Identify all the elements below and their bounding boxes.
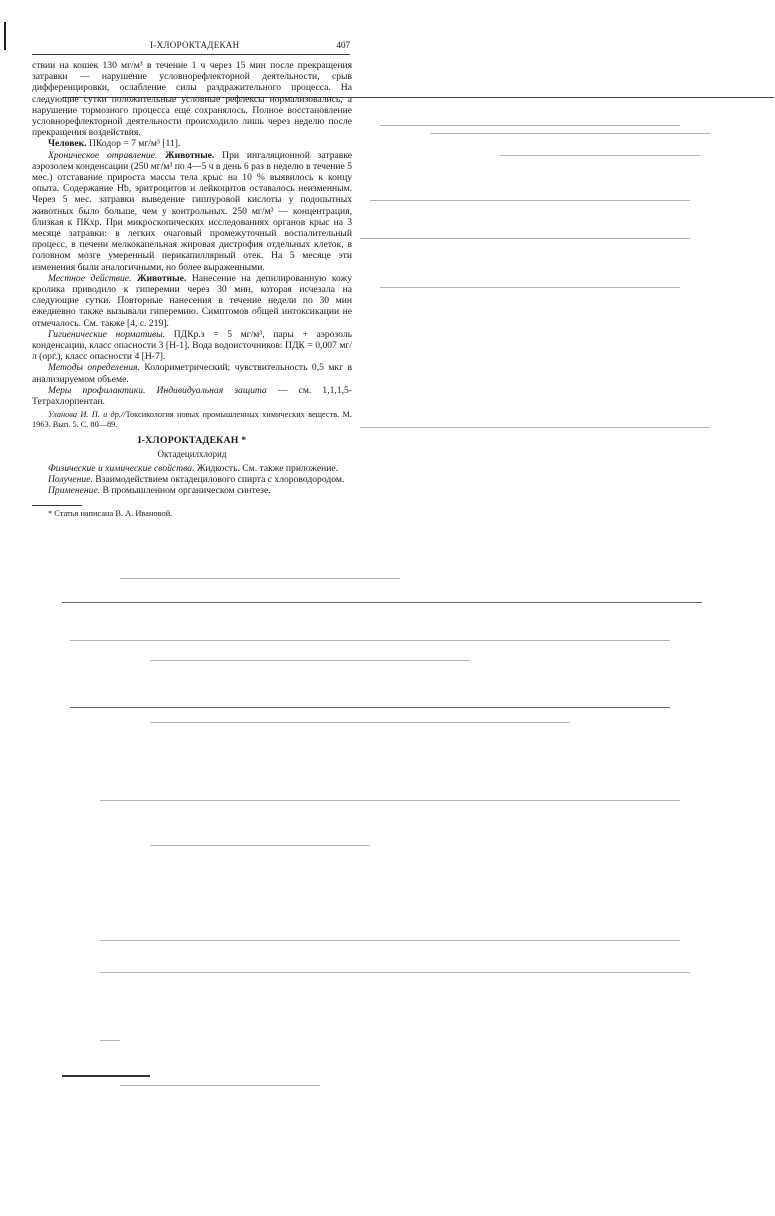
chronic-label: Хроническое отравление. (48, 149, 158, 161)
paragraph-hygiene-norms (32, 329, 352, 363)
reference (32, 410, 352, 429)
properties-text: Жидкость. См. также приложение. (196, 462, 339, 474)
paragraph-chronic-poisoning (32, 150, 352, 273)
chronic-animals-label: Животные. (165, 149, 215, 161)
scan-artifact-dash (100, 940, 680, 941)
scan-artifact-dash (370, 200, 690, 201)
paragraph-application (32, 485, 352, 496)
paragraph-human (32, 138, 352, 149)
methods-label: Методы определения. (48, 362, 140, 374)
hygiene-text: ПДКр.з = 5 мг/м³, пары + аэрозоль конденсации, класс опасности 3 [Н-1]. Вода водоисточников: ПДК = 0,007 мг/л (орг.), класс опасности 4 [Н-7]. (32, 328, 352, 363)
reference-text: Токсикология новых промышленных химических веществ. М. 1963. Вып. 5. С. 80—89. (32, 410, 352, 429)
section-title: I-ХЛОРОКТАДЕКАН * (137, 435, 247, 447)
hygiene-label: Гигиенические нормативы. (48, 328, 166, 340)
prevention-label: Меры профилактики. Индивидуальная защита (48, 384, 267, 396)
human-text: ПКодор = 7 мг/м³ [11]. (89, 138, 181, 150)
application-text: В промышленном органическом синтезе. (102, 485, 271, 497)
scan-artifact-dash (500, 155, 700, 156)
scan-artifact-rule (62, 1075, 150, 1077)
reference-authors: Уланова И. П. и др.// (48, 410, 126, 420)
local-action-text: Нанесение на депилированную кожу кролика приводило к гиперемии через 30 мин, которая исчезала на следующие сутки. Повторные нанесения в течение недели по 30 мин ежедневно также вызывали гиперемию. Симптомов общей интоксикации не отмечалось. См. также [4, с. 219]. (32, 272, 353, 329)
local-animals-label: Животные. (137, 272, 187, 284)
scan-artifact-dash (70, 707, 670, 708)
scan-artifact-dash (100, 800, 680, 801)
local-action-label: Местное действие. (48, 272, 132, 284)
paragraph-preparation (32, 474, 352, 485)
prevention-text: — см. 1,1,1,5-Тетрахлорпентан. (32, 384, 352, 408)
page-header (32, 40, 350, 52)
preparation-label: Получение. (48, 474, 93, 486)
running-title: I-ХЛОРОКТАДЕКАН (150, 40, 240, 50)
footnote-rule (32, 505, 82, 506)
scan-artifact-dash (70, 640, 670, 641)
paragraph-prevention (32, 385, 352, 407)
scan-artifact-dash (150, 845, 370, 846)
header-rule (32, 54, 350, 55)
paragraph-properties (32, 463, 352, 474)
scan-artifact-dash (150, 722, 570, 723)
scan-artifact-dash (120, 1085, 320, 1086)
paragraph-continuation: ствии на кошек 130 мг/м³ в течение 1 ч через 15 мин после прекращения затравки — нарушение условнорефлекторной деятельности, срыв дифференцировки, ослабление силы раздражительного процесса. На следующие сутки положительные условные рефлексы нормализовались, а нарушение тормозного процесса еще сохранялось. Полное восстановление условнорефлекторной деятельности происходило лишь через неделю после прекращения воздействия. (32, 60, 352, 139)
scan-artifact-dash (100, 1040, 120, 1041)
methods-text: Колориметрический; чувствительность 0,5 мкг в анализируемом объеме. (32, 362, 352, 385)
section-subtitle: Октадецилхлорид (157, 448, 227, 459)
chronic-text: При ингаляционной затравке аэрозолем конденсации (250 мг/м³ по 4—5 ч в день 6 раз в неделю в течение 5 мес.) отставание прироста массы тела крыс на 10 % выявилось к концу опыта. Содержание Hb, эритроцитов и лейкоцитов оставалось неизменным. Через 5 мес. затравки выведение гиппуровой кислоты у подопытных животных было больше, чем у контрольных. 250 мг/м³ — концентрация, близкая к ПКхр. При микроскопических исследованиях органов крыс на 3 месяце затравки: в легких очаговый промежуточный воспалительный процесс, в печени мелкокапельная жировая дистрофия отдельных клеток, в головном мозге умеренный перикапиллярный отек. На 5 месяце эти изменения были аналогичными, но более выраженными. (32, 149, 353, 273)
paragraph-methods (32, 362, 352, 384)
preparation-text: Взаимодействием октадецилового спирта с хлороводородом. (95, 474, 345, 486)
paragraph-local-action (32, 273, 352, 329)
scan-artifact-dash (360, 238, 690, 239)
page-number: 407 (336, 40, 350, 50)
text-column (32, 60, 352, 519)
scan-artifact-dash (150, 660, 470, 661)
scan-artifact-dash (62, 602, 702, 603)
scan-artifact-dash (380, 125, 680, 126)
scan-artifact-dash (120, 578, 400, 579)
scan-artifact-dash (360, 427, 710, 428)
scan-artifact-dash (430, 133, 710, 134)
human-label: Человек. (48, 138, 87, 150)
application-label: Применение. (48, 485, 101, 497)
footnote: * Статья написана В. А. Ивановой. (48, 508, 173, 518)
scan-artifact-dash (380, 287, 680, 288)
properties-label: Физические и химические свойства. (48, 462, 195, 474)
scan-edge-mark (4, 22, 6, 50)
scan-artifact-dash (100, 972, 690, 973)
